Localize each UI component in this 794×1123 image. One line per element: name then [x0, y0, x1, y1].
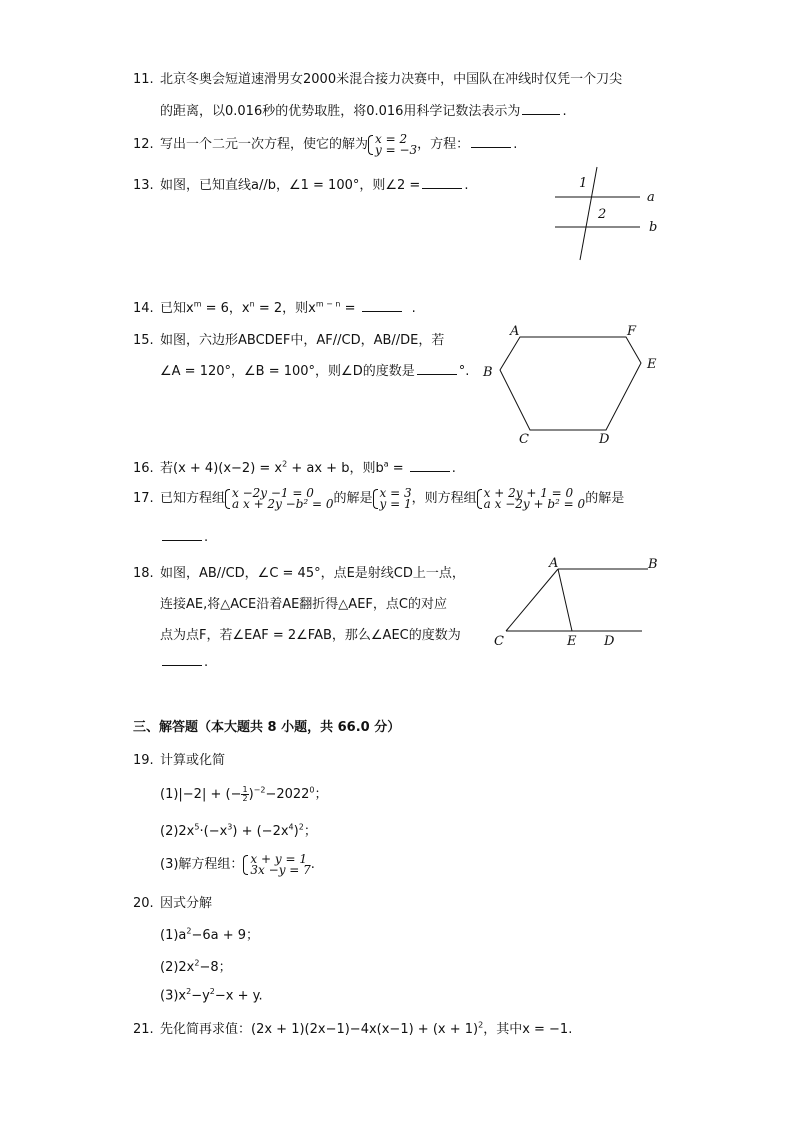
answer-blank[interactable] [522, 113, 560, 115]
math-text: (2)2x [160, 960, 195, 975]
period: . [513, 137, 518, 152]
vertex-label-A: A [510, 324, 520, 339]
math-text: (3)解方程组： [160, 857, 244, 872]
equation-system: x + y = 1 3x −y = 7 [243, 854, 310, 876]
figure-hexagon [478, 318, 668, 450]
question-12 [133, 133, 517, 156]
question-number: 20. [133, 896, 154, 911]
question-text: = [388, 461, 408, 476]
question-text: 已知x [160, 301, 194, 316]
exponent: 0 [309, 785, 315, 795]
question-text: 北京冬奥会短道速滑男女2000米混合接力决赛中，中国队在冲线时仅凭一个刀尖 [160, 72, 623, 87]
answer-blank[interactable] [162, 539, 202, 541]
question-number: 15. [133, 333, 154, 348]
point-label-C: C [494, 634, 504, 649]
question-text: ，其中x = −1. [483, 1022, 573, 1037]
point-label-D: D [604, 634, 615, 649]
vertex-label-C: C [519, 432, 529, 447]
question-number: 11. [133, 72, 154, 87]
question-14 [133, 297, 416, 316]
question-text: ，则方程组 [411, 491, 477, 506]
exponent: −2 [253, 785, 266, 795]
question-text: 的解是 [585, 491, 625, 506]
period: . [464, 178, 469, 193]
question-text: = 6，x [201, 301, 250, 316]
question-number: 17. [133, 491, 154, 506]
question-11 [133, 68, 622, 87]
question-15 [133, 329, 444, 348]
degree-period: °. [458, 364, 470, 379]
question-19-part3 [160, 853, 315, 876]
question-20 [133, 892, 212, 911]
math-text: −x + y. [214, 988, 263, 1004]
answer-blank[interactable] [417, 373, 457, 375]
answer-blank[interactable] [410, 470, 450, 472]
answer-blank[interactable] [422, 187, 462, 189]
question-18-line3 [160, 624, 461, 643]
figure-triangle-fold [488, 552, 668, 654]
segment-AE [558, 569, 572, 631]
question-number: 21. [133, 1022, 154, 1037]
exponent: 2 [478, 1020, 484, 1030]
vertex-label-E: E [647, 357, 657, 372]
question-text: ，方程： [417, 137, 470, 152]
math-text: (2)2x [160, 824, 195, 839]
question-19-part2 [160, 820, 317, 839]
answer-blank[interactable] [162, 664, 202, 666]
question-text: 的解是 [333, 491, 373, 506]
answer-blank[interactable] [471, 146, 511, 148]
question-number: 14. [133, 301, 154, 316]
exponent: m [193, 299, 202, 309]
question-text: 连接AE,将△ACE沿着AE翻折得△AEF，点C的对应 [160, 597, 447, 612]
section-heading: 三、解答题（本大题共 8 小题，共 66.0 分） [133, 720, 401, 735]
exponent: 5 [194, 822, 200, 832]
equation-system: x = 2 y = −3 [368, 134, 417, 156]
question-text: 如图，六边形ABCDEF中，AF//CD，AB//DE，若 [160, 333, 445, 348]
math-text: ) [248, 787, 254, 802]
math-text: (1)|−2| + (− [160, 787, 242, 802]
math-text: ·(−x [199, 824, 228, 839]
period: . [310, 857, 315, 872]
question-21 [133, 1018, 572, 1037]
vertex-label-F: F [627, 324, 637, 339]
point-label-B: B [648, 557, 658, 572]
question-text: = 2，则x [254, 301, 316, 316]
exponent: 2 [209, 987, 215, 996]
question-18-line2 [160, 593, 447, 612]
angle-label-2: 2 [598, 207, 607, 222]
line-label-b: b [649, 220, 658, 235]
segment-AC [506, 569, 558, 631]
question-text: + ax + b，则b [287, 461, 384, 476]
question-19-part1 [160, 783, 328, 803]
exponent: 2 [298, 822, 304, 832]
question-20-part2 [160, 956, 232, 975]
question-number: 13. [133, 178, 154, 193]
period: . [451, 461, 456, 476]
exponent: 3 [227, 822, 233, 832]
question-text: 如图，AB//CD，∠C = 45°，点E是射线CD上一点， [160, 566, 465, 581]
question-text: 已知方程组 [160, 491, 226, 506]
question-17-continued [160, 530, 208, 545]
question-11-continued [160, 100, 567, 119]
question-text: = [340, 301, 360, 316]
question-text: ∠A = 120°，∠B = 100°，则∠D的度数是 [160, 364, 415, 379]
question-text: 如图，已知直线a//b，∠1 = 100°，则∠2 = [160, 178, 421, 193]
math-text: ； [303, 824, 317, 839]
period: . [562, 104, 567, 119]
question-20-part3 [160, 987, 263, 1003]
question-20-part1 [160, 924, 259, 943]
math-text: (3)x [160, 988, 187, 1004]
equation-system: x = 3 y = 1 [373, 488, 412, 510]
equation-system: x −2y −1 = 0 a x + 2y −b² = 0 [225, 488, 334, 510]
exponent: 2 [194, 958, 200, 968]
exponent: n [249, 299, 255, 309]
equation-system: x + 2y + 1 = 0 a x −2y + b² = 0 [477, 488, 586, 510]
angle-label-1: 1 [579, 176, 588, 191]
question-text: 先化简再求值：(2x + 1)(2x−1)−4x(x−1) + (x + 1) [160, 1022, 479, 1037]
math-text: ) [293, 824, 299, 839]
question-17 [133, 487, 624, 510]
question-text: 写出一个二元一次方程，使它的解为 [160, 137, 369, 152]
question-18 [133, 562, 465, 581]
vertex-label-D: D [599, 432, 610, 447]
point-label-A: A [549, 556, 559, 571]
math-text: −2022 [265, 787, 310, 802]
question-number: 18. [133, 566, 154, 581]
figure-parallel-lines [540, 160, 670, 265]
question-15-continued [160, 360, 469, 379]
question-19 [133, 749, 225, 768]
math-text: ； [314, 787, 328, 802]
period: . [411, 301, 416, 316]
exponent: 2 [186, 987, 192, 996]
exponent: a [383, 459, 389, 469]
question-number: 16. [133, 461, 154, 476]
question-13 [133, 174, 468, 193]
exponent: 2 [186, 926, 192, 936]
fraction: $\frac{1}{2}$ [242, 785, 248, 803]
period: . [204, 655, 209, 670]
answer-blank[interactable] [362, 310, 402, 312]
math-text: −8； [199, 960, 232, 975]
line-label-a: a [647, 190, 655, 205]
question-number: 19. [133, 753, 154, 768]
exponent: 2 [282, 459, 288, 469]
math-text: −y [191, 988, 210, 1004]
question-text: 点为点F，若∠EAF = 2∠FAB，那么∠AEC的度数为 [160, 628, 461, 643]
math-text: (1)a [160, 928, 187, 943]
point-label-E: E [567, 634, 577, 649]
vertex-label-B: B [483, 365, 493, 380]
hexagon-shape [500, 337, 641, 430]
period: . [204, 530, 209, 545]
question-text: 因式分解 [160, 896, 213, 911]
question-18-line4 [160, 655, 208, 670]
question-text: 计算或化简 [160, 753, 226, 768]
question-number: 12. [133, 137, 154, 152]
exponent: m − n [315, 299, 341, 309]
math-text: −6a + 9； [191, 928, 260, 943]
question-text: 若(x + 4)(x−2) = x [160, 461, 283, 476]
question-16 [133, 457, 456, 476]
question-text: 的距离，以0.016秒的优势取胜，将0.016用科学记数法表示为 [160, 104, 521, 119]
exponent: 4 [288, 822, 294, 832]
math-text: ) + (−2x [232, 824, 289, 839]
